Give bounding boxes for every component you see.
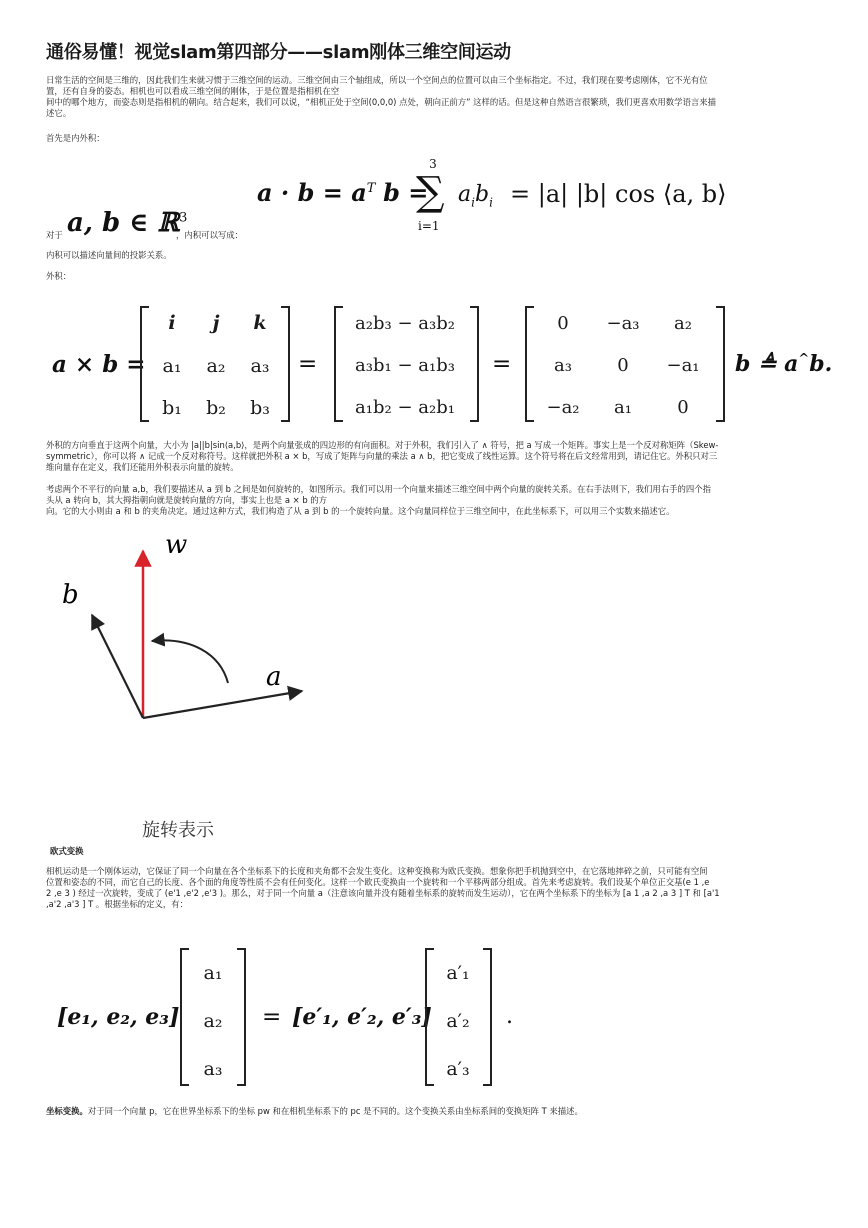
outer-product-description [46, 440, 822, 473]
matrix-entry: i [168, 312, 176, 334]
intro-line: 述它。 [46, 108, 72, 118]
text-line: 维向量存在定义，我们还能用外积表示向量的旋转。 [46, 462, 239, 472]
rotation-arc-arrow [152, 640, 228, 683]
sum-lower-limit: i=1 [418, 219, 440, 233]
inner-product-formula [257, 178, 428, 207]
matrix-entry: a₂ [203, 1010, 223, 1032]
matrix-bracket [470, 306, 479, 422]
rotation-vector-description [46, 484, 822, 517]
basis-rhs: [e′₁, e′₂, e′₃] [292, 1004, 432, 1030]
coord-description: 对于同一个向量 p，它在世界坐标系下的坐标 pw 和在相机坐标系下的 pc 是不同的。这个变换关系由坐标系间的变换矩阵 T 来描述。 [87, 1106, 583, 1116]
text-line: 位置和姿态的不同，而它自己的长度、各个面的角度等性质不会有任何变化。这样一个欧氏变换由一个旋转和一个平移两部分组成。首先来考虑旋转。我们设某个单位正交基(e 1 ,e [46, 877, 710, 887]
matrix-entry: a₃ [250, 355, 270, 377]
matrix-entry: 0 [617, 355, 629, 376]
formula-text: a [458, 182, 472, 207]
formula-text: i [489, 195, 493, 210]
text-line: ,a'2 ,a'3 ] T 。根据坐标的定义，有： [46, 899, 189, 909]
matrix-entry: b₂ [206, 397, 226, 419]
matrix-entry: a′₁ [446, 962, 470, 984]
matrix-entry: k [253, 312, 267, 334]
intro-line: 置，还有自身的姿态。相机也可以看成三维空间的刚体，于是位置是指相机在空 [46, 86, 340, 96]
equals-sign: = [298, 351, 318, 377]
intro-paragraph [46, 75, 822, 119]
outer-product-intro: 外积： [46, 271, 72, 281]
inner-suffix: ，内积可以写成： [176, 230, 243, 240]
text-line: 头从 a 转向 b，其大拇指朝向就是旋转向量的方向，事实上也是 a × b 的方 [46, 495, 328, 505]
matrix-entry: a₃ [203, 1058, 223, 1080]
section-heading-euclid: 欧式变换 [50, 846, 84, 856]
text-line: 考虑两个不平行的向量 a,b，我们要描述从 a 到 b 之间是如何旋转的，如图所示。我们可以用一个向量来描述三维空间中两个向量的旋转关系。在右手法则下，我们用右手的四个指 [46, 484, 711, 494]
matrix-entry: a₁ [203, 962, 223, 984]
label-a: a [266, 662, 282, 692]
equals-sign: = [492, 351, 512, 377]
formula-text: a, b ∈ ℝ [67, 208, 180, 238]
coord-label: 坐标变换。 [46, 1106, 88, 1116]
formula-text: ^ [798, 351, 810, 367]
text-line: 2 ,e 3 ) 经过一次旋转，变成了 (e'1 ,e'2 ,e'3 )。那么，对于同一个向量 a（注意该向量并没有随着坐标系的旋转而发生运动），它在两个坐标系下的坐标为 [a 1 ,a 2 ,a 3 ] T 和 [a'1 [46, 888, 720, 898]
inner-product-description: 内积可以描述向量间的投影关系。 [46, 250, 172, 260]
rotation-figure [40, 525, 340, 825]
label-w: w [165, 530, 188, 560]
matrix-entry: a₂ [674, 313, 692, 334]
matrix-entry: a′₃ [446, 1058, 470, 1080]
formula-text: b = [383, 178, 429, 207]
coordinate-transform-paragraph [46, 1106, 822, 1117]
matrix-entry: j [212, 312, 220, 334]
matrix-entry: −a₃ [606, 313, 640, 334]
text-line: 向。它的大小则由 a 和 b 的夹角决定。通过这种方式，我们构造了从 a 到 b 的一个旋转向量。这个向量同样位于三维空间中，在此坐标系下，可以用三个实数来描述它。 [46, 506, 675, 516]
inner-product-intro: 首先是内外积： [46, 133, 105, 143]
text-line: 相机运动是一个刚体运动，它保证了同一个向量在各个坐标系下的长度和夹角都不会发生变化。这种变换称为欧氏变换。想象你把手机抛到空中，在它落地摔碎之前，只可能有空间 [46, 866, 708, 876]
matrix-entry: a₃b₁ − a₁b₃ [355, 355, 455, 376]
figure-caption: 旋转表示 [142, 820, 214, 841]
matrix-entry: a₂ [206, 355, 226, 377]
b-vector-arrow [92, 615, 143, 718]
sum-term [458, 182, 493, 209]
sum-upper-limit: 3 [429, 157, 437, 171]
equals-sign: = [262, 1004, 282, 1030]
set-formula [67, 208, 187, 238]
matrix-entry: a₁ [162, 355, 182, 377]
matrix-entry: −a₂ [546, 397, 580, 418]
intro-line: 日常生活的空间是三维的，因此我们生来就习惯于三维空间的运动。三维空间由三个轴组成，所以一个空间点的位置可以由三个坐标指定。不过，我们现在要考虑刚体，它不光有位 [46, 75, 708, 85]
sum-symbol: ∑ [416, 169, 445, 215]
matrix-entry: b₃ [250, 397, 270, 419]
cross-rhs [735, 351, 832, 377]
formula-text: T [366, 181, 376, 196]
matrix-entry: a′₂ [446, 1010, 470, 1032]
formula-text: b ≜ a [735, 351, 799, 377]
page-title: 通俗易懂！视觉slam第四部分——slam刚体三维空间运动 [46, 42, 511, 63]
cross-lhs: a × b = [52, 351, 146, 378]
matrix-entry: a₁b₂ − a₂b₁ [355, 397, 455, 418]
intro-line: 间中的哪个地方，而姿态则是指相机的朝向。结合起来，我们可以说，“相机正处于空间(0,0,0) 点处，朝向正前方” 这样的话。但是这种自然语言很繁琐，我们更喜欢用数学语言来描 [46, 97, 716, 107]
formula-text: b [474, 182, 490, 207]
matrix-entry: a₁ [614, 397, 632, 418]
text-line: 外积的方向垂直于这两个向量，大小为 |a||b|sin⟨a,b⟩，是两个向量张成的四边形的有向面积。对于外积，我们引入了 ∧ 符号，把 a 写成一个矩阵。事实上是一个反对称矩阵（Skew- [46, 440, 719, 450]
matrix-entry: −a₁ [666, 355, 700, 376]
euclid-description [46, 866, 822, 910]
formula-text: 3 [179, 210, 188, 226]
matrix-entry: 0 [557, 313, 569, 334]
formula-text: b. [809, 351, 833, 377]
inner-prefix: 对于 [46, 230, 63, 240]
basis-lhs: [e₁, e₂, e₃] [57, 1004, 180, 1030]
matrix-entry: a₂b₃ − a₃b₂ [355, 313, 455, 334]
formula-text: i [471, 195, 475, 210]
formula-period: . [506, 1004, 513, 1029]
text-line: symmetric），你可以将 ∧ 记成一个反对称符号。这样就把外积 a × b，写成了矩阵与向量的乘法 a ∧ b，把它变成了线性运算。这个符号将在后文经常用到，请记住它。外积只对三 [46, 451, 718, 461]
a-vector-arrow [143, 691, 302, 718]
matrix-entry: 0 [677, 397, 689, 418]
matrix-bracket [716, 306, 725, 422]
label-b: b [62, 580, 79, 610]
matrix-entry: a₃ [554, 355, 572, 376]
formula-text: a · b = a [257, 178, 367, 207]
inner-product-rhs: = |a| |b| cos ⟨a, b⟩ [510, 180, 727, 208]
matrix-entry: b₁ [162, 397, 182, 419]
